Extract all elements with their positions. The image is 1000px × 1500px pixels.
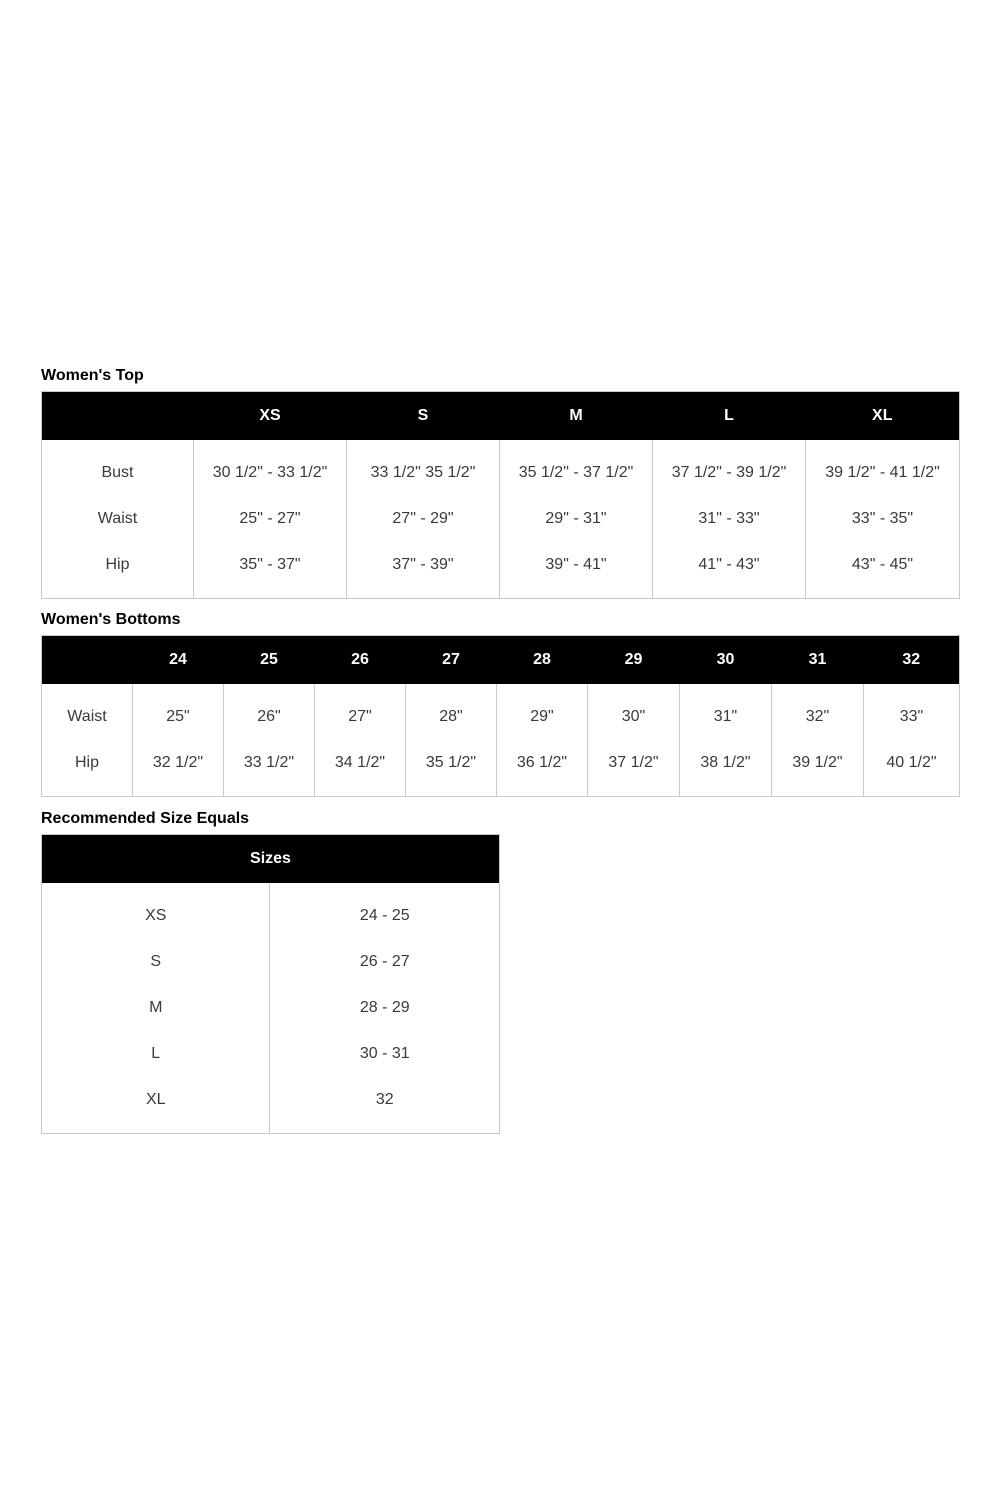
table-cell: 33 1/2" — [224, 740, 315, 797]
header-cell — [42, 392, 194, 441]
table-cell: 37 1/2" — [588, 740, 680, 797]
table-cell: 27" — [315, 684, 406, 740]
size-range: 32 — [270, 1077, 500, 1134]
table-cell: 35 1/2" - 37 1/2" — [500, 440, 653, 496]
header-cell: S — [347, 392, 500, 441]
table-row — [42, 883, 500, 939]
header-cell: M — [500, 392, 653, 441]
table-cell: 35" - 37" — [194, 542, 347, 599]
womens-bottoms-header — [42, 636, 960, 685]
recommended-size-title: Recommended Size Equals — [41, 810, 250, 827]
womens-bottoms-title: Women's Bottoms — [41, 611, 181, 628]
header-cell: 31 — [772, 636, 864, 685]
header-cell: 25 — [224, 636, 315, 685]
header-cell: 30 — [680, 636, 772, 685]
table-cell: 25" — [133, 684, 224, 740]
header-cell: XL — [806, 392, 960, 441]
header-row — [42, 835, 500, 884]
header-row — [42, 636, 960, 685]
womens-top-header — [42, 392, 960, 441]
table-cell: 26" — [224, 684, 315, 740]
header-cell: XS — [194, 392, 347, 441]
table-cell: 33 1/2" 35 1/2" — [347, 440, 500, 496]
table-cell: 31" - 33" — [653, 496, 806, 542]
table-cell: 31" — [680, 684, 772, 740]
table-cell: 30" — [588, 684, 680, 740]
table-cell: 28" — [406, 684, 497, 740]
size-label: L — [151, 1045, 161, 1062]
table-row — [42, 496, 960, 542]
womens-top-table — [41, 391, 960, 599]
size-range: 26 - 27 — [270, 939, 500, 985]
header-row — [42, 392, 960, 441]
size-range: 30 - 31 — [270, 1031, 500, 1077]
row-label: Waist — [67, 708, 107, 725]
header-cell: 26 — [315, 636, 406, 685]
table-cell: 29" - 31" — [500, 496, 653, 542]
table-row — [42, 740, 960, 797]
table-row — [42, 440, 960, 496]
recommended-size-table — [41, 834, 500, 1134]
header-cell: 32 — [864, 636, 960, 685]
table-cell: 25" - 27" — [194, 496, 347, 542]
womens-top-title: Women's Top — [41, 367, 144, 384]
size-label: M — [149, 999, 163, 1016]
header-cell: 24 — [133, 636, 224, 685]
header-cell: 27 — [406, 636, 497, 685]
table-cell: 27" - 29" — [347, 496, 500, 542]
row-label: Bust — [101, 464, 134, 481]
womens-bottoms-table — [41, 635, 960, 797]
table-cell: 39" - 41" — [500, 542, 653, 599]
table-cell: 32 1/2" — [133, 740, 224, 797]
table-row — [42, 684, 960, 740]
header-cell: L — [653, 392, 806, 441]
header-cell — [42, 636, 133, 685]
row-label: Hip — [74, 754, 99, 771]
table-cell: 34 1/2" — [315, 740, 406, 797]
size-label: XS — [145, 907, 167, 924]
table-cell: 33" - 35" — [806, 496, 960, 542]
size-range: 24 - 25 — [270, 883, 500, 939]
recommended-size-header — [42, 835, 500, 884]
table-row — [42, 1077, 500, 1134]
table-cell: 38 1/2" — [680, 740, 772, 797]
header-cell: 29 — [588, 636, 680, 685]
table-cell: 39 1/2" — [772, 740, 864, 797]
table-cell: 37" - 39" — [347, 542, 500, 599]
table-cell: 40 1/2" — [864, 740, 960, 797]
table-cell: 30 1/2" - 33 1/2" — [194, 440, 347, 496]
table-cell: 39 1/2" - 41 1/2" — [806, 440, 960, 496]
row-label: Waist — [97, 510, 138, 527]
size-range: 28 - 29 — [270, 985, 500, 1031]
table-row — [42, 985, 500, 1031]
table-cell: 29" — [497, 684, 588, 740]
size-label: XL — [145, 1091, 166, 1108]
table-cell: 33" — [864, 684, 960, 740]
table-cell: 32" — [772, 684, 864, 740]
table-row — [42, 542, 960, 599]
table-cell: 37 1/2" - 39 1/2" — [653, 440, 806, 496]
header-cell: 28 — [497, 636, 588, 685]
table-cell: 36 1/2" — [497, 740, 588, 797]
table-cell: 43" - 45" — [806, 542, 960, 599]
table-row — [42, 1031, 500, 1077]
header-cell: Sizes — [42, 835, 500, 884]
row-label: Hip — [105, 556, 130, 573]
table-cell: 35 1/2" — [406, 740, 497, 797]
table-row — [42, 939, 500, 985]
size-label: S — [150, 953, 162, 970]
table-cell: 41" - 43" — [653, 542, 806, 599]
